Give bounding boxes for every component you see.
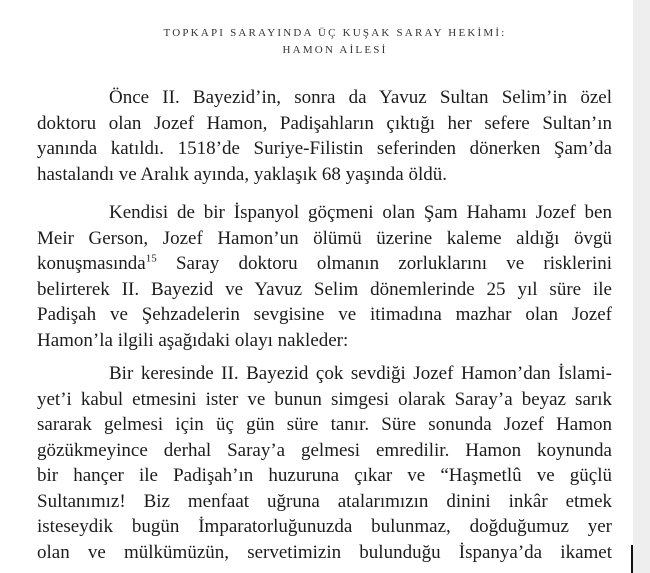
paragraph-2 [37, 200, 612, 353]
paragraph-3 [37, 361, 612, 565]
text-line: Bir keresinde II. Bayezid çok sevdiği Jozef Hamon’dan İslami- [109, 363, 612, 384]
running-head-line: TOPKAPI SARAYINDA ÜÇ KUŞAK SARAY HEKİMİ: [163, 27, 507, 39]
text-line: Padişah ve Şehzadelerin sevgisine ve itimadına mazhar olan Jozef [37, 304, 612, 325]
footnote-reference: 15 [145, 252, 157, 265]
text-line: isteseydik bugün İmparatorluğunuzda bulunmaz, doğduğumuz yer [37, 516, 612, 537]
text-line: doktoru olan Jozef Hamon, Padişahların çıktığı her sefere Sultan’ın [37, 112, 612, 134]
text-segment: konuşmasında [37, 253, 146, 274]
text-line: belirterek II. Bayezid ve Yavuz Selim dönemlerinde 25 yıl süre ile [37, 278, 612, 300]
text-line: hastalandı ve Aralık ayında, yaklaşık 68 yaşında öldü. [37, 163, 447, 185]
text-line: Meir Gerson, Jozef Hamon’un ölümü üzerine kaleme aldığı övgü [37, 227, 612, 249]
text-line: Kendisi de bir İspanyol göçmeni olan Şam Hahamı Jozef ben [109, 202, 612, 223]
text-line: yanında katıldı. 1518’de Suriye-Filistin seferinden dönerken Şam’da [37, 138, 612, 159]
text-line: bir hançer ile Padişah’ın huzuruna çıkar ve “Haşmetlû ve güçlü [37, 465, 612, 486]
text-line [37, 251, 612, 277]
text-line: sararak gelmesi için üç gün süre tanır. Süre sonunda Jozef Hamon [37, 414, 612, 435]
text-line: Sultanımız! Biz menfaat uğruna atalarımızın dinini inkâr etmek [37, 490, 612, 512]
text-line: yet’i kabul etmesini ister ve bunun simgesi olarak Saray’a beyaz sarık [37, 388, 612, 410]
running-head [40, 25, 630, 59]
paragraph-1 [37, 85, 612, 187]
text-segment: Saray doktoru olmanın zorluklarını ve risklerini [156, 253, 612, 274]
text-line: gözükmeyince derhal Saray’a gelmesi emredilir. Hamon koynunda [37, 439, 612, 461]
running-head-line: HAMON AİLESİ [282, 44, 388, 56]
text-line: olan ve mülkümüzün, servetimizin bulunduğu İspanya’da ikamet [37, 541, 612, 563]
text-line: Hamon’la ilgili aşağıdaki olayı nakleder: [37, 329, 349, 351]
page-edge-line [631, 545, 633, 573]
page-edge [633, 0, 650, 573]
text-line: Önce II. Bayezid’in, sonra da Yavuz Sultan Selim’in özel [109, 87, 612, 108]
